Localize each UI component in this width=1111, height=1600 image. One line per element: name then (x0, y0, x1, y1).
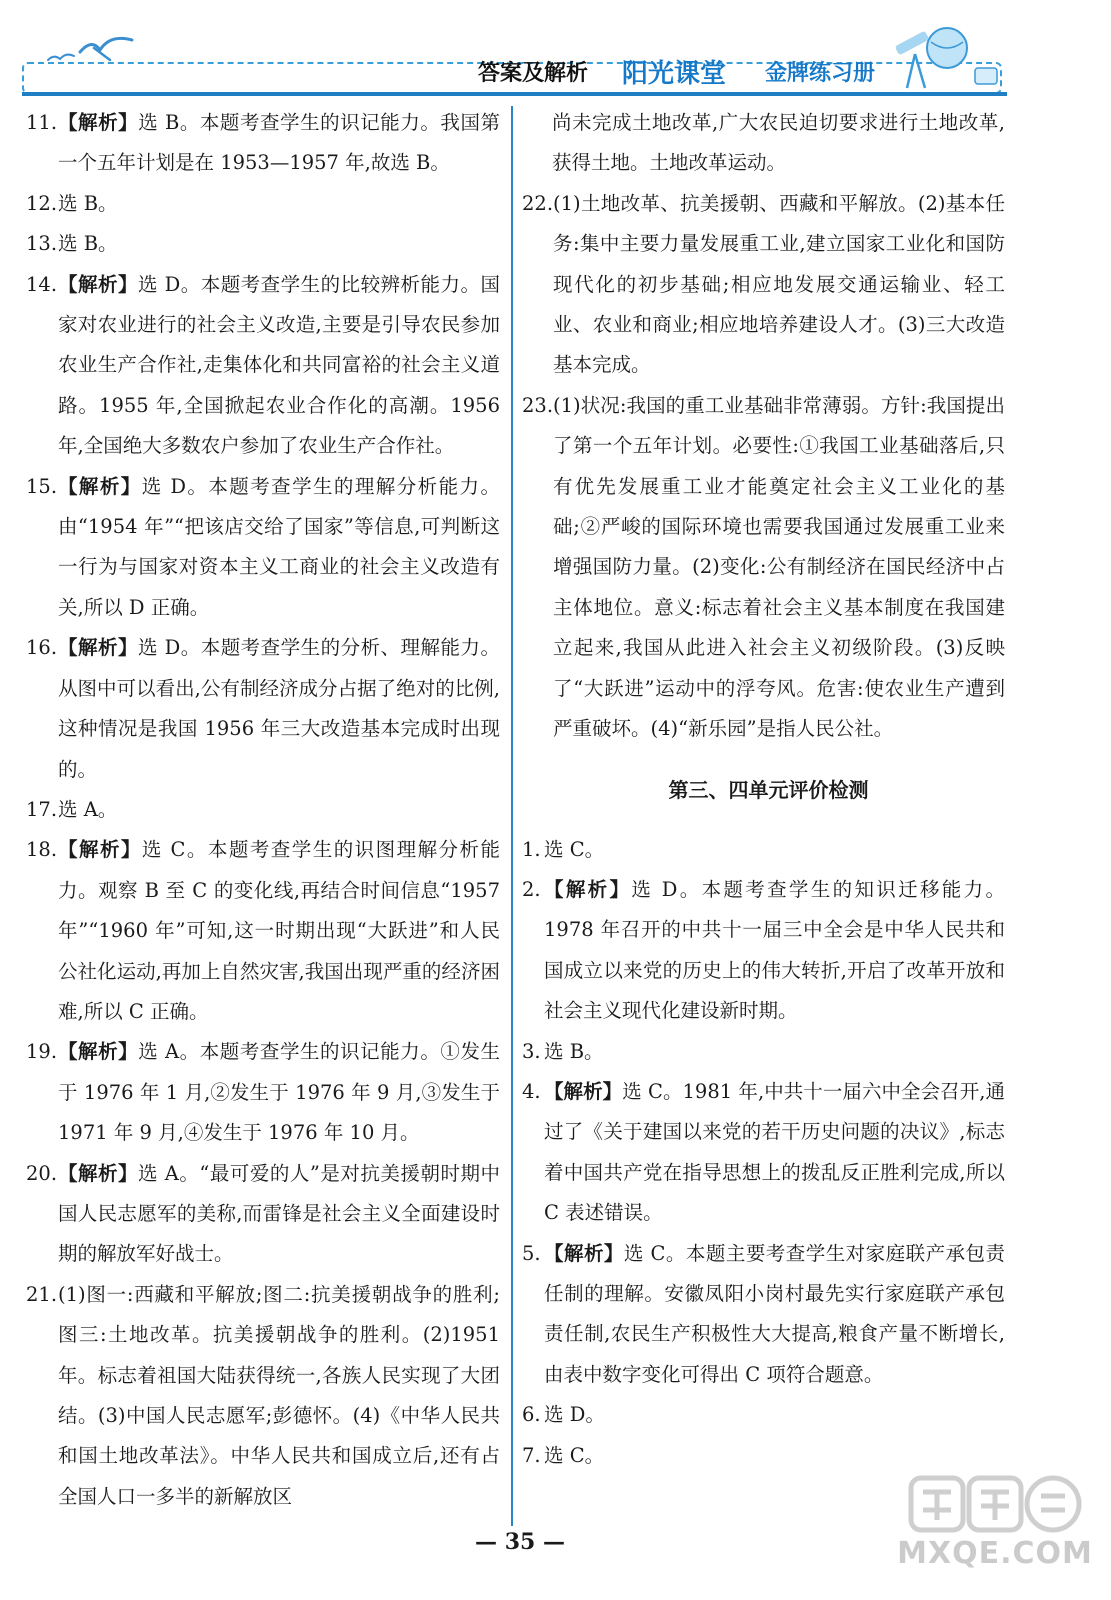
answer-item-11 (26, 103, 500, 184)
item-text: 选 C。本题考查学生的识图理解分析能力。观察 B 至 C 的变化线,再结合时间信息“1957 年”“1960 年”可知,这一时期出现“大跃进”和人民公社化运动,再加上自然灾害,我国出现严重的经济困难,所以 C 正确。 (58, 838, 500, 1023)
item-text: 选 A。 (58, 797, 118, 821)
item-text: (1)图一:西藏和平解放;图二:抗美援朝战争的胜利;图三:土地改革。抗美援朝战争的胜利。(2)1951 年。标志着祖国大陆获得统一,各族人民实现了大团结。(3)中国人民志愿军;彭德怀。(4)《中华人民共和国土地改革法》。中华人民共和国成立后,还有占全国人口一多半的新解放区 (58, 1282, 500, 1508)
item-number: 6. (522, 1403, 541, 1427)
answer-item-18 (26, 830, 500, 1032)
watermark-logo-icon (895, 1470, 1095, 1536)
answer-item-21-continued (522, 103, 1005, 184)
item-text: (1)土地改革、抗美援朝、西藏和平解放。(2)基本任务:集中主要力量发展重工业,建立国家工业化和国防现代化的初步基础;相应地发展交通运输业、轻工业、农业和商业;相应地培养建设人才。(3)三大改造基本完成。 (553, 191, 1005, 377)
answer-item-12 (26, 184, 500, 224)
item-number: 18. (26, 838, 58, 862)
item-text: 选 D。本题考查学生的理解分析能力。由“1954 年”“把该店交给了国家”等信息,可判断这一行为与国家对资本主义工商业的社会主义改造有关,所以 D 正确。 (58, 474, 500, 619)
item-number: 19. (26, 1040, 58, 1064)
analysis-tag: 【解析】 (58, 272, 138, 296)
item-text: 选 C。本题主要考查学生对家庭联产承包责任制的理解。安徽凤阳小岗村最先实行家庭联产承包责任制,农民生产积极性大大提高,粮食产量不断增长,由表中数字变化可得出 C 项符合题意。 (544, 1241, 1005, 1386)
section-title: 第三、四单元评价检测 (668, 777, 869, 802)
item-number: 13. (26, 232, 58, 256)
item-number: 20. (26, 1161, 58, 1185)
answer-item-23 (522, 386, 1005, 750)
item-text: 选 B。本题考查学生的识记能力。我国第一个五年计划是在 1953—1957 年,故选 B。 (58, 111, 500, 175)
item-text: 选 D。本题考查学生的分析、理解能力。从图中可以看出,公有制经济成分占据了绝对的比例,这种情况是我国 1956 年三大改造基本完成时出现的。 (58, 636, 500, 781)
column-divider (511, 106, 513, 1526)
section-item-5 (522, 1234, 1005, 1396)
item-text: 选 C。 (544, 1443, 605, 1467)
item-text: 选 B。 (544, 1039, 604, 1063)
item-number: 23. (522, 393, 554, 417)
analysis-tag: 【解析】 (58, 1040, 139, 1064)
header-rule (22, 92, 1007, 96)
answer-item-17 (26, 790, 500, 830)
page-header (0, 0, 1111, 100)
analysis-tag: 【解析】 (544, 877, 632, 901)
item-number: 5. (522, 1241, 541, 1265)
answer-item-20 (26, 1154, 500, 1275)
analysis-tag: 【解析】 (544, 1241, 624, 1265)
item-number: 17. (26, 797, 58, 821)
analysis-tag: 【解析】 (544, 1079, 623, 1103)
page-number: — 35 — (475, 1529, 565, 1555)
item-number: 14. (26, 272, 58, 296)
analysis-tag: 【解析】 (58, 111, 139, 134)
right-column (522, 103, 1005, 1476)
item-text: 选 A。“最可爱的人”是对抗美援朝时期中国人民志愿军的美称,而雷锋是社会主义全面建设时期的解放军好战士。 (58, 1161, 500, 1266)
item-text: 选 D。本题考查学生的比较辨析能力。国家对农业进行的社会主义改造,主要是引导农民参加农业生产合作社,走集体化和共同富裕的社会主义道路。1955 年,全国掀起农业合作化的高潮。1956 年,全国绝大多数农户参加了农业生产合作社。 (58, 272, 500, 458)
header-brand: 阳光课堂 (622, 59, 727, 89)
item-number: 21. (26, 1282, 58, 1306)
header-book-title: 金牌练习册 (765, 61, 876, 86)
item-text: (1)状况:我国的重工业基础非常薄弱。方针:我国提出了第一个五年计划。必要性:①我国工业基础落后,只有优先发展重工业才能奠定社会主义工业化的基础;②严峻的国际环境也需要我国通过发展重工业来增强国防力量。(2)变化:公有制经济在国民经济中占主体地位。意义:标志着社会主义基本制度在我国建立起来,我国从此进入社会主义初级阶段。(3)反映了“大跃进”运动中的浮夸风。危害:使农业生产遭到严重破坏。(4)“新乐园”是指人民公社。 (553, 393, 1005, 741)
section-item-3 (522, 1032, 1005, 1072)
answer-item-21 (26, 1275, 500, 1517)
analysis-tag: 【解析】 (58, 474, 142, 498)
item-text: 选 D。本题考查学生的知识迁移能力。1978 年召开的中共十一届三中全会是中华人民共和国成立以来党的历史上的伟大转折,开启了改革开放和社会主义现代化建设新时期。 (544, 877, 1005, 1023)
item-text: 选 B。 (58, 191, 118, 215)
analysis-tag: 【解析】 (58, 1161, 139, 1185)
item-text: 选 A。本题考查学生的识记能力。①发生于 1976 年 1 月,②发生于 1976 年 9 月,③发生于 1971 年 9 月,④发生于 1976 年 10 月。 (58, 1040, 500, 1145)
telescope-globe-icon (885, 18, 1005, 92)
item-number: 22. (522, 191, 554, 215)
section-item-1 (522, 830, 1005, 870)
section-item-6 (522, 1395, 1005, 1435)
answer-item-22 (522, 184, 1005, 386)
item-number: 2. (522, 877, 541, 901)
answer-item-16 (26, 628, 500, 790)
item-number: 16. (26, 636, 58, 660)
item-text: 尚未完成土地改革,广大农民迫切要求进行土地改革,获得土地。土地改革运动。 (552, 111, 1005, 175)
item-number: 1. (522, 837, 541, 861)
item-number: 12. (26, 191, 58, 215)
item-text: 选 B。 (58, 232, 118, 256)
item-number: 11. (26, 111, 58, 134)
section-item-4 (522, 1072, 1005, 1234)
left-column (26, 103, 500, 1517)
answer-item-15 (26, 467, 500, 629)
answer-item-13 (26, 224, 500, 264)
header-answer-label: 答案及解析 (478, 61, 589, 86)
analysis-tag: 【解析】 (58, 636, 138, 660)
item-number: 3. (522, 1039, 541, 1063)
item-number: 15. (26, 474, 58, 498)
answer-item-14 (26, 265, 500, 467)
watermark-text: MXQE.COM (897, 1536, 1093, 1571)
item-number: 7. (522, 1443, 541, 1467)
analysis-tag: 【解析】 (58, 838, 142, 862)
section-item-2 (522, 870, 1005, 1032)
item-text: 选 C。 (544, 837, 605, 861)
item-text: 选 D。 (544, 1403, 605, 1427)
watermark (895, 1470, 1095, 1595)
item-text: 选 C。1981 年,中共十一届六中全会召开,通过了《关于建国以来党的若干历史问题的决议》,标志着中国共产党在指导思想上的拨乱反正胜利完成,所以 C 表述错误。 (544, 1079, 1005, 1225)
answer-item-19 (26, 1032, 500, 1153)
item-number: 4. (522, 1079, 541, 1103)
